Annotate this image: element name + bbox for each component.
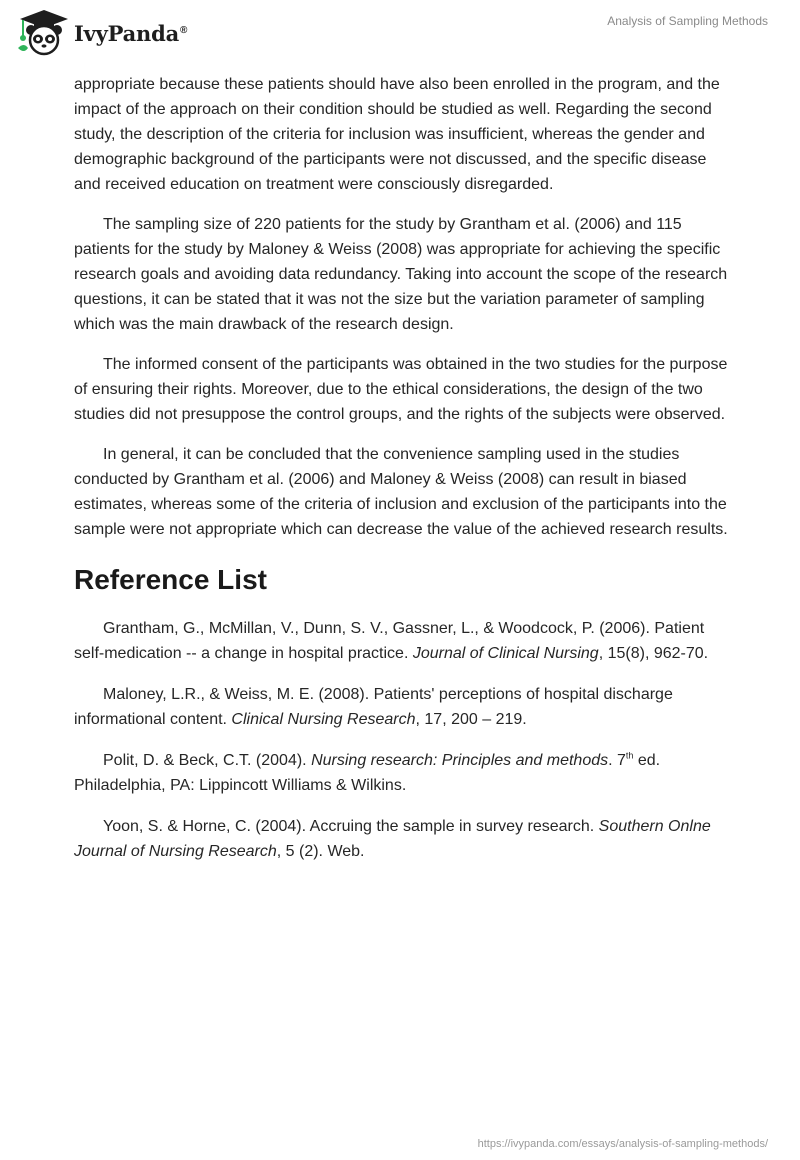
essay-content [74, 72, 734, 880]
reference-item: Yoon, S. & Horne, C. (2004). Accruing the sample in survey research. Southern Onlne Journal of Nursing Research, 5 (2). Web. [74, 818, 711, 860]
reference-item: Grantham, G., McMillan, V., Dunn, S. V., Gassner, L., & Woodcock, P. (2006). Patient self-medication -- a change in hospital practice. Journal of Clinical Nursing, 15(8), 962-70. [74, 620, 709, 662]
reference-journal: Clinical Nursing Research [231, 711, 416, 728]
brand-name: IvyPanda® [74, 20, 188, 46]
body-paragraph: The sampling size of 220 patients for the study by Grantham et al. (2006) and 115 patients for the study by Maloney & Weiss (2008) was appropriate for achieving the specific research goals and avoiding data redundancy. Taking into account the scope of the research questions, it can be stated that it was not the size but the variation parameter of sampling which was the main drawback of the research design. [74, 216, 728, 333]
reference-journal: Southern Onlne Journal of Nursing Research [74, 818, 711, 860]
reference-book-title: Nursing research: Principles and methods [311, 752, 609, 769]
reference-item: Polit, D. & Beck, C.T. (2004). Nursing research: Principles and methods. 7th ed. Philadelphia, PA: Lippincott Williams & Wilkins. [74, 750, 661, 794]
body-paragraph: In general, it can be concluded that the convenience sampling used in the studies conducted by Grantham et al. (2006) and Maloney & Weiss (2008) can result in biased estimates, whereas some of the criteria of inclusion and exclusion of the participants into the sample were not appropriate which can decrease the value of the achieved research results. [74, 446, 728, 538]
page-header [0, 0, 800, 60]
reference-item: Maloney, L.R., & Weiss, M. E. (2008). Patients' perceptions of hospital discharge informational content. Clinical Nursing Research, 17, 200 – 219. [74, 686, 673, 728]
brand-logo[interactable] [14, 8, 187, 56]
body-paragraph: appropriate because these patients should have also been enrolled in the program, and the impact of the approach on their condition should be studied as well. Regarding the second study, the description of the criteria for inclusion was insufficient, whereas the gender and demographic background of the participants were not discussed, and the specific disease and received education on treatment were consciously disregarded. [74, 76, 720, 193]
registered-mark: ® [180, 24, 188, 36]
body-paragraph: The informed consent of the participants was obtained in the two studies for the purpose of ensuring their rights. Moreover, due to the ethical considerations, the design of the two studies did not presuppose the control groups, and the rights of the subjects were observed. [74, 356, 728, 423]
reference-list-heading: Reference List [74, 564, 267, 595]
source-url[interactable]: https://ivypanda.com/essays/analysis-of-sampling-methods/ [477, 1138, 768, 1150]
panda-graduate-icon [14, 8, 70, 56]
reference-journal: Journal of Clinical Nursing [412, 645, 599, 662]
document-title: Analysis of Sampling Methods [607, 14, 768, 28]
ordinal-suffix: th [625, 750, 634, 761]
